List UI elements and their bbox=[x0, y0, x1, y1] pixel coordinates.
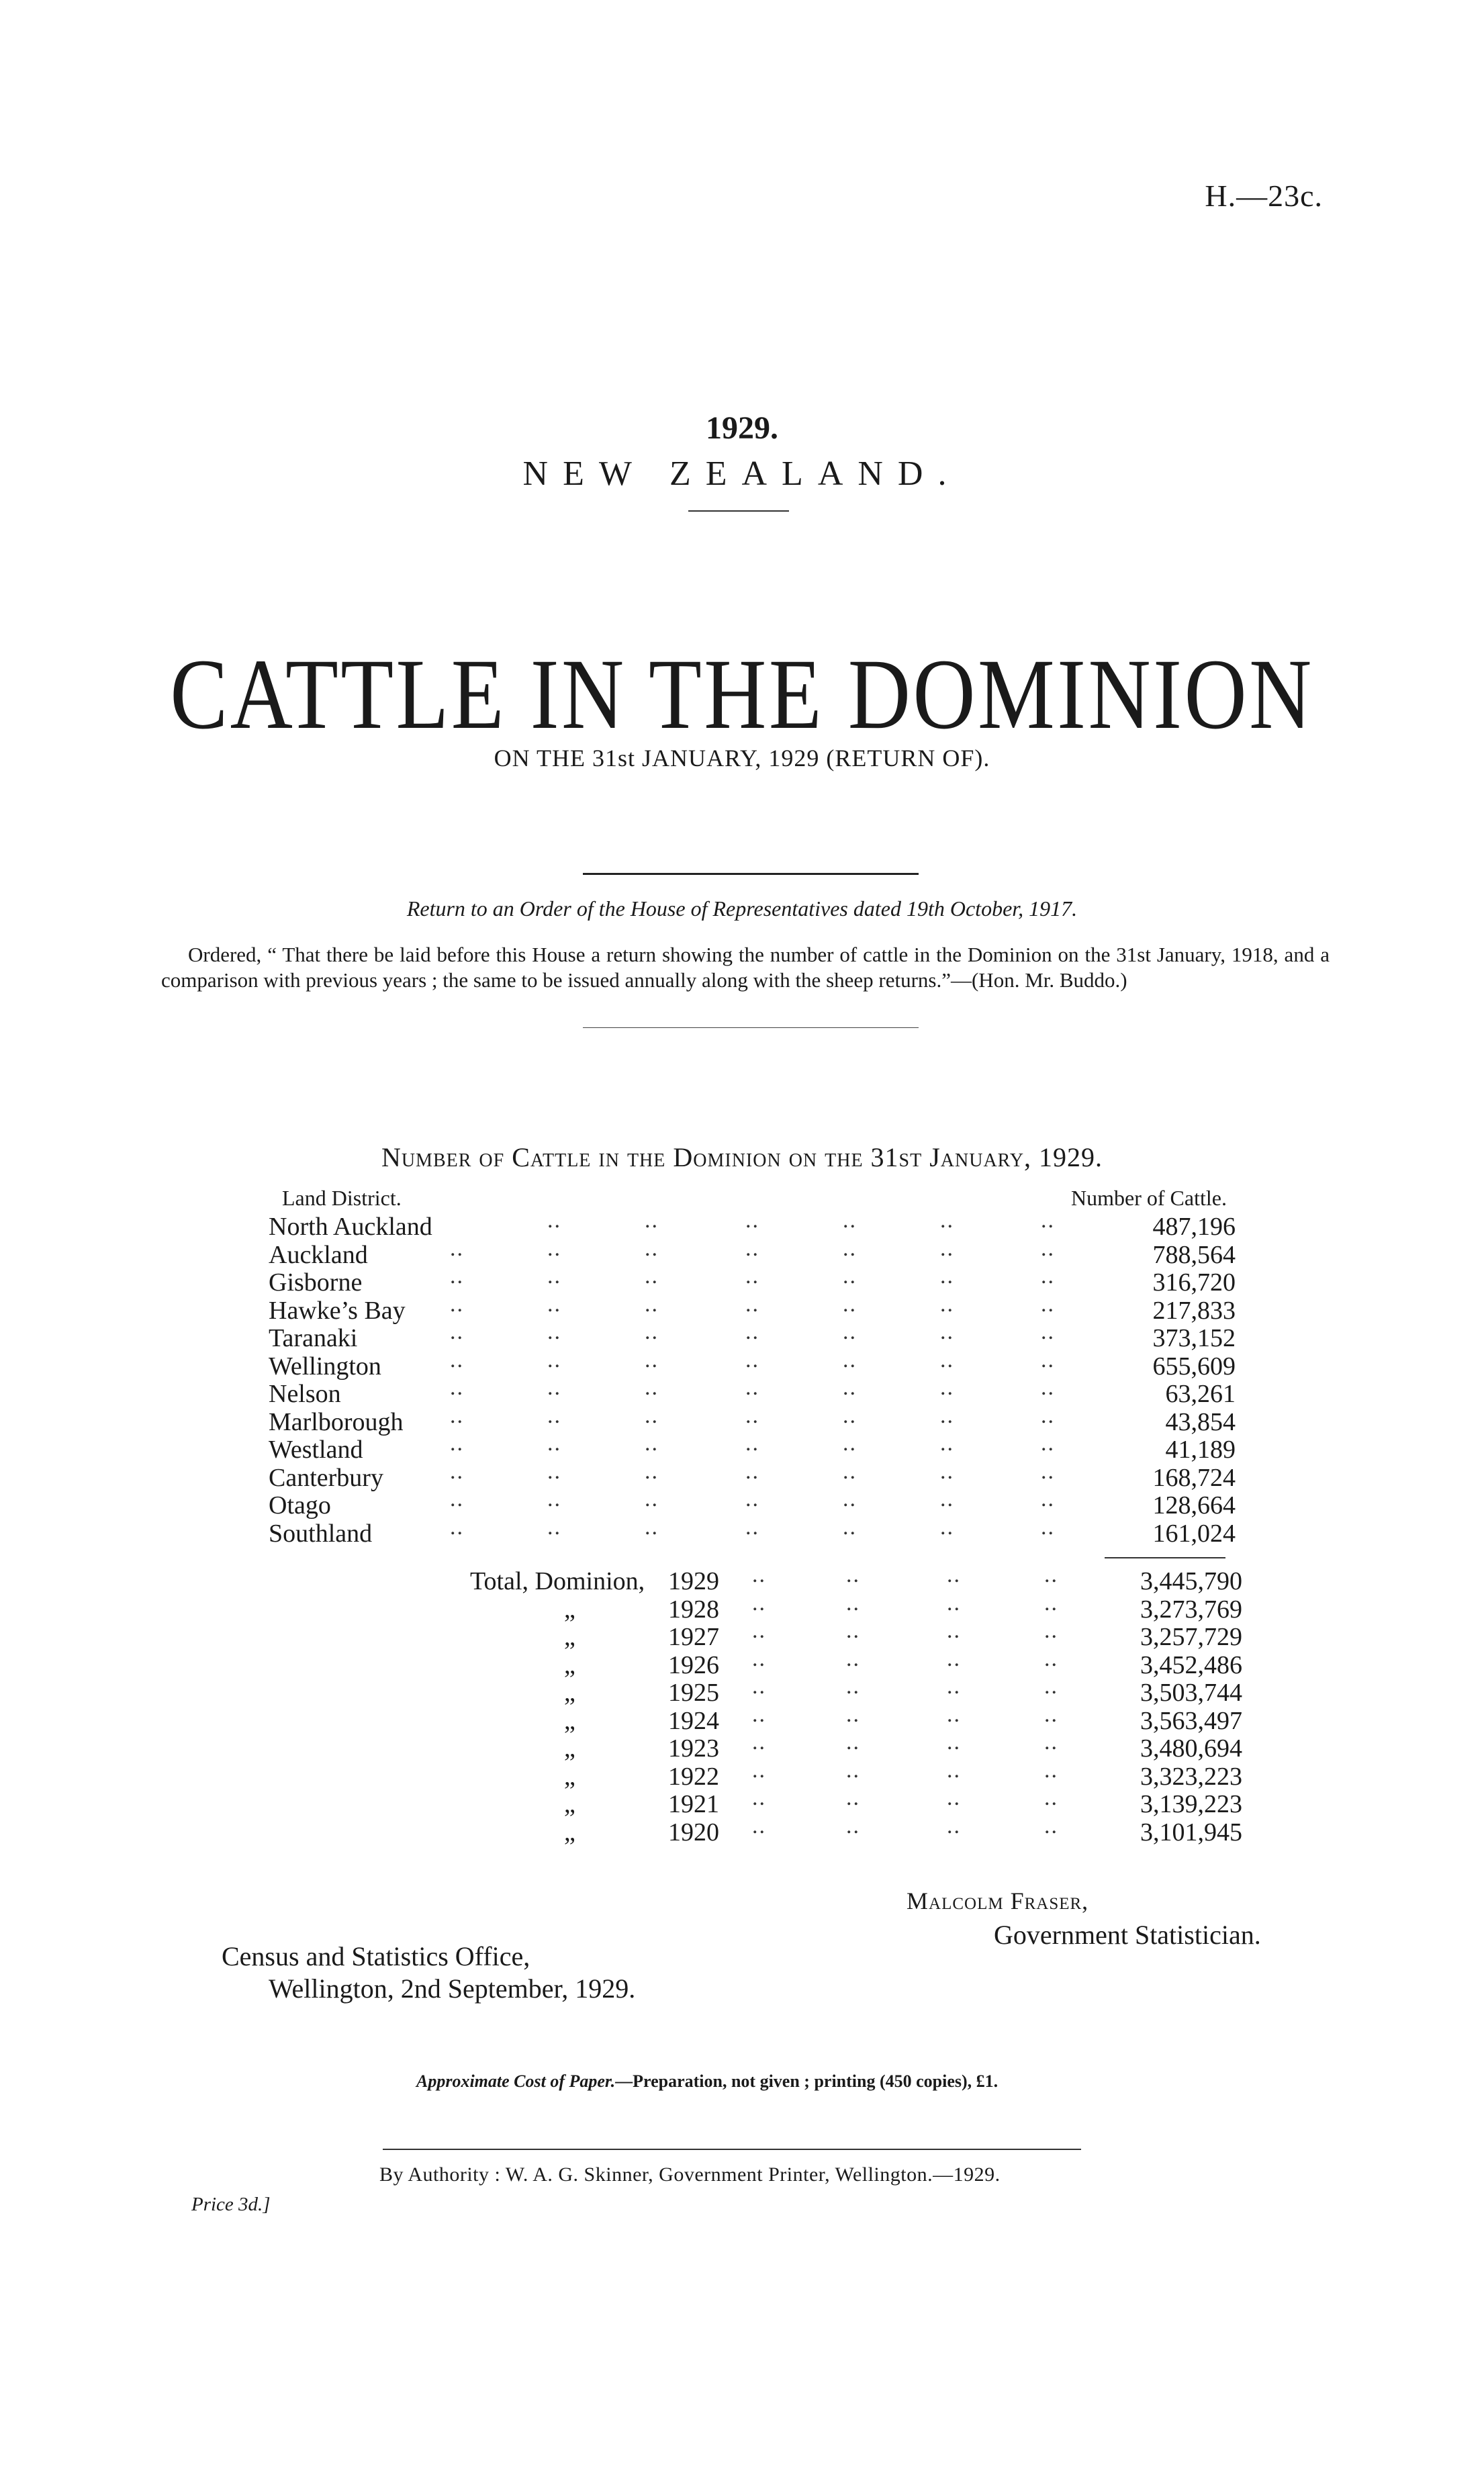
leader-dots: .. bbox=[1044, 1674, 1058, 1699]
leader-dots: .. bbox=[947, 1590, 961, 1616]
leader-dots: .. bbox=[645, 1235, 659, 1261]
printer-authority: By Authority : W. A. G. Skinner, Government Printer, Wellington.—1929. bbox=[379, 2163, 1001, 2186]
leader-dots: .. bbox=[843, 1375, 857, 1400]
leader-dots: .. bbox=[846, 1701, 860, 1727]
leader-dots: .. bbox=[947, 1701, 961, 1727]
leader-dots: .. bbox=[947, 1813, 961, 1838]
leader-dots: .. bbox=[843, 1458, 857, 1484]
leader-dots: .. bbox=[940, 1208, 954, 1233]
cattle-count: 168,724 bbox=[1152, 1463, 1236, 1492]
ditto-mark: „ bbox=[564, 1734, 575, 1763]
leader-dots: .. bbox=[547, 1375, 561, 1400]
leader-dots: .. bbox=[1044, 1646, 1058, 1671]
leader-dots: .. bbox=[745, 1291, 759, 1317]
page-title: CATTLE IN THE DOMINION bbox=[170, 639, 1314, 750]
country-heading: NEW ZEALAND. bbox=[522, 455, 962, 493]
total-year: 1920 bbox=[668, 1818, 719, 1847]
leader-dots: .. bbox=[645, 1319, 659, 1344]
leader-dots: .. bbox=[645, 1264, 659, 1289]
leader-dots: .. bbox=[846, 1757, 860, 1783]
leader-dots: .. bbox=[745, 1458, 759, 1484]
leader-dots: .. bbox=[940, 1487, 954, 1511]
leader-dots: .. bbox=[745, 1319, 759, 1344]
ditto-mark: „ bbox=[564, 1790, 575, 1818]
district-name: Gisborne bbox=[269, 1268, 363, 1297]
leader-dots: .. bbox=[745, 1375, 759, 1400]
leader-dots: .. bbox=[846, 1785, 860, 1810]
leader-dots: .. bbox=[1044, 1618, 1058, 1643]
district-name: Otago bbox=[269, 1491, 331, 1520]
leader-dots: .. bbox=[1041, 1347, 1055, 1372]
leader-dots: .. bbox=[752, 1618, 766, 1643]
cattle-count: 655,609 bbox=[1152, 1352, 1236, 1381]
order-text: Ordered, “ That there be laid before this House a return showing the number of cattle in the Dominion on the 31st January, 1918, and a comparison with previous years ; the same to be issued annually along with the sheep returns.”—(Hon. Mr. Buddo.) bbox=[161, 943, 1330, 992]
leader-dots: .. bbox=[547, 1431, 561, 1456]
leader-dots: .. bbox=[940, 1235, 954, 1261]
total-count: 3,452,486 bbox=[1140, 1650, 1242, 1679]
cattle-count: 316,720 bbox=[1152, 1268, 1236, 1297]
leader-dots: .. bbox=[752, 1701, 766, 1727]
leader-dots: .. bbox=[645, 1514, 659, 1540]
leader-dots: .. bbox=[547, 1235, 561, 1261]
total-year: 1925 bbox=[668, 1679, 719, 1707]
table-title: Number of Cattle in the Dominion on the 31st January, 1929. bbox=[381, 1142, 1103, 1172]
leader-dots: .. bbox=[947, 1730, 961, 1755]
column-header-land-district: Land District. bbox=[282, 1186, 402, 1210]
leader-dots: .. bbox=[1044, 1785, 1058, 1810]
leader-dots: .. bbox=[450, 1264, 464, 1289]
leader-dots: .. bbox=[450, 1431, 464, 1456]
price: Price 3d.] bbox=[191, 2194, 271, 2215]
leader-dots: .. bbox=[547, 1458, 561, 1484]
leader-dots: .. bbox=[745, 1347, 759, 1372]
total-year: 1928 bbox=[668, 1595, 719, 1624]
district-name: Southland bbox=[269, 1519, 373, 1548]
leader-dots: .. bbox=[1041, 1319, 1055, 1344]
cost-text: —Preparation, not given ; printing (450 copies), £1. bbox=[615, 2071, 999, 2091]
cattle-count: 217,833 bbox=[1152, 1296, 1236, 1325]
total-count: 3,563,497 bbox=[1140, 1706, 1242, 1735]
divider bbox=[583, 873, 919, 875]
leader-dots: .. bbox=[547, 1291, 561, 1317]
leader-dots: .. bbox=[547, 1264, 561, 1289]
divider bbox=[688, 510, 789, 512]
leader-dots: .. bbox=[940, 1264, 954, 1289]
total-count: 3,445,790 bbox=[1140, 1567, 1242, 1595]
page-subtitle: ON THE 31st JANUARY, 1929 (RETURN OF). bbox=[494, 745, 990, 772]
cattle-count: 161,024 bbox=[1152, 1519, 1236, 1548]
leader-dots: .. bbox=[645, 1487, 659, 1511]
leader-dots: .. bbox=[645, 1403, 659, 1428]
ditto-mark: „ bbox=[564, 1706, 575, 1735]
leader-dots: .. bbox=[645, 1375, 659, 1400]
office-name: Census and Statistics Office, bbox=[222, 1941, 530, 1971]
ditto-mark: „ bbox=[564, 1818, 575, 1847]
leader-dots: .. bbox=[947, 1562, 961, 1587]
leader-dots: .. bbox=[745, 1431, 759, 1456]
leader-dots: .. bbox=[947, 1674, 961, 1699]
leader-dots: .. bbox=[752, 1785, 766, 1810]
leader-dots: .. bbox=[1044, 1701, 1058, 1727]
divider bbox=[583, 1027, 919, 1028]
leader-dots: .. bbox=[1044, 1757, 1058, 1783]
leader-dots: .. bbox=[1041, 1458, 1055, 1484]
leader-dots: .. bbox=[752, 1674, 766, 1699]
district-name: Hawke’s Bay bbox=[269, 1296, 406, 1325]
district-name: Auckland bbox=[269, 1240, 368, 1269]
leader-dots: .. bbox=[1041, 1264, 1055, 1289]
total-count: 3,139,223 bbox=[1140, 1790, 1242, 1818]
leader-dots: .. bbox=[940, 1431, 954, 1456]
leader-dots: .. bbox=[947, 1785, 961, 1810]
leader-dots: .. bbox=[843, 1487, 857, 1511]
leader-dots: .. bbox=[1041, 1291, 1055, 1317]
leader-dots: .. bbox=[450, 1514, 464, 1540]
leader-dots: .. bbox=[846, 1618, 860, 1643]
total-year: 1923 bbox=[668, 1734, 719, 1763]
cattle-count: 373,152 bbox=[1152, 1324, 1236, 1352]
leader-dots: .. bbox=[1041, 1375, 1055, 1400]
leader-dots: .. bbox=[940, 1347, 954, 1372]
leader-dots: .. bbox=[645, 1347, 659, 1372]
leader-dots: .. bbox=[1041, 1487, 1055, 1511]
leader-dots: .. bbox=[752, 1730, 766, 1755]
total-year: 1924 bbox=[668, 1706, 719, 1735]
leader-dots: .. bbox=[1044, 1590, 1058, 1616]
total-count: 3,101,945 bbox=[1140, 1818, 1242, 1847]
cattle-count: 43,854 bbox=[1165, 1407, 1236, 1436]
ditto-mark: „ bbox=[564, 1650, 575, 1679]
leader-dots: .. bbox=[547, 1319, 561, 1344]
total-year: 1929 bbox=[668, 1567, 719, 1595]
leader-dots: .. bbox=[745, 1403, 759, 1428]
leader-dots: .. bbox=[843, 1514, 857, 1540]
leader-dots: .. bbox=[843, 1319, 857, 1344]
leader-dots: .. bbox=[940, 1403, 954, 1428]
leader-dots: .. bbox=[450, 1487, 464, 1511]
ditto-mark: „ bbox=[564, 1623, 575, 1651]
leader-dots: .. bbox=[843, 1264, 857, 1289]
total-year: 1922 bbox=[668, 1762, 719, 1791]
total-year: 1921 bbox=[668, 1790, 719, 1818]
leader-dots: .. bbox=[752, 1646, 766, 1671]
total-count: 3,257,729 bbox=[1140, 1623, 1242, 1651]
leader-dots: .. bbox=[947, 1618, 961, 1643]
total-label: Total, Dominion, bbox=[470, 1567, 645, 1595]
leader-dots: .. bbox=[843, 1208, 857, 1233]
leader-dots: .. bbox=[846, 1674, 860, 1699]
leader-dots: .. bbox=[450, 1347, 464, 1372]
ditto-mark: „ bbox=[564, 1679, 575, 1707]
sum-rule bbox=[1105, 1557, 1225, 1558]
leader-dots: .. bbox=[1041, 1431, 1055, 1456]
leader-dots: .. bbox=[547, 1514, 561, 1540]
leader-dots: .. bbox=[547, 1347, 561, 1372]
leader-dots: .. bbox=[547, 1403, 561, 1428]
leader-dots: .. bbox=[843, 1431, 857, 1456]
leader-dots: .. bbox=[846, 1646, 860, 1671]
total-count: 3,503,744 bbox=[1140, 1679, 1242, 1707]
office-date: Wellington, 2nd September, 1929. bbox=[269, 1973, 636, 2004]
total-year: 1927 bbox=[668, 1623, 719, 1651]
leader-dots: .. bbox=[745, 1514, 759, 1540]
leader-dots: .. bbox=[1044, 1813, 1058, 1838]
divider bbox=[383, 2149, 1081, 2150]
cattle-count: 487,196 bbox=[1152, 1213, 1236, 1241]
leader-dots: .. bbox=[752, 1590, 766, 1616]
leader-dots: .. bbox=[547, 1487, 561, 1511]
leader-dots: .. bbox=[752, 1813, 766, 1838]
total-row bbox=[470, 1813, 1242, 1847]
leader-dots: .. bbox=[645, 1458, 659, 1484]
leader-dots: .. bbox=[940, 1291, 954, 1317]
document-reference: H.—23c. bbox=[1205, 179, 1323, 213]
leader-dots: .. bbox=[450, 1235, 464, 1261]
district-name: Westland bbox=[269, 1436, 363, 1464]
total-count: 3,273,769 bbox=[1140, 1595, 1242, 1624]
leader-dots: .. bbox=[1044, 1730, 1058, 1755]
leader-dots: .. bbox=[547, 1208, 561, 1233]
total-count: 3,323,223 bbox=[1140, 1762, 1242, 1791]
leader-dots: .. bbox=[645, 1291, 659, 1317]
district-name: Wellington bbox=[269, 1352, 381, 1381]
cost-of-paper bbox=[416, 2071, 998, 2092]
district-name: Taranaki bbox=[269, 1324, 358, 1352]
leader-dots: .. bbox=[1041, 1514, 1055, 1540]
table-row bbox=[269, 1514, 1236, 1548]
leader-dots: .. bbox=[843, 1291, 857, 1317]
leader-dots: .. bbox=[745, 1235, 759, 1261]
leader-dots: .. bbox=[843, 1347, 857, 1372]
leader-dots: .. bbox=[846, 1590, 860, 1616]
leader-dots: .. bbox=[843, 1403, 857, 1428]
cattle-count: 41,189 bbox=[1165, 1436, 1236, 1464]
cattle-count: 788,564 bbox=[1152, 1240, 1236, 1269]
column-header-number-of-cattle: Number of Cattle. bbox=[1071, 1186, 1227, 1210]
district-name: Nelson bbox=[269, 1380, 341, 1408]
district-name: Marlborough bbox=[269, 1407, 404, 1436]
leader-dots: .. bbox=[940, 1319, 954, 1344]
leader-dots: .. bbox=[745, 1487, 759, 1511]
leader-dots: .. bbox=[450, 1375, 464, 1400]
total-count: 3,480,694 bbox=[1140, 1734, 1242, 1763]
leader-dots: .. bbox=[1044, 1562, 1058, 1587]
signatory-name: Malcolm Fraser, bbox=[907, 1887, 1089, 1914]
ditto-mark: „ bbox=[564, 1595, 575, 1624]
leader-dots: .. bbox=[940, 1514, 954, 1540]
leader-dots: .. bbox=[450, 1403, 464, 1428]
leader-dots: .. bbox=[846, 1813, 860, 1838]
leader-dots: .. bbox=[843, 1235, 857, 1261]
leader-dots: .. bbox=[752, 1562, 766, 1587]
leader-dots: .. bbox=[450, 1291, 464, 1317]
leader-dots: .. bbox=[645, 1431, 659, 1456]
leader-dots: .. bbox=[846, 1730, 860, 1755]
leader-dots: .. bbox=[450, 1319, 464, 1344]
leader-dots: .. bbox=[450, 1458, 464, 1484]
leader-dots: .. bbox=[745, 1208, 759, 1233]
order-heading: Return to an Order of the House of Representatives dated 19th October, 1917. bbox=[406, 896, 1078, 921]
leader-dots: .. bbox=[940, 1458, 954, 1484]
signatory-title: Government Statistician. bbox=[994, 1920, 1261, 1950]
cattle-count: 128,664 bbox=[1152, 1491, 1236, 1520]
ditto-mark: „ bbox=[564, 1762, 575, 1791]
leader-dots: .. bbox=[940, 1375, 954, 1400]
leader-dots: .. bbox=[745, 1264, 759, 1289]
leader-dots: .. bbox=[1041, 1235, 1055, 1261]
district-name: North Auckland bbox=[269, 1213, 432, 1241]
document-year: 1929. bbox=[706, 410, 778, 446]
district-name: Canterbury bbox=[269, 1463, 383, 1492]
leader-dots: .. bbox=[1041, 1403, 1055, 1428]
leader-dots: .. bbox=[947, 1646, 961, 1671]
cost-label: Approximate Cost of Paper. bbox=[416, 2071, 616, 2091]
leader-dots: .. bbox=[752, 1757, 766, 1783]
leader-dots: .. bbox=[645, 1208, 659, 1233]
leader-dots: .. bbox=[1041, 1208, 1055, 1233]
leader-dots: .. bbox=[947, 1757, 961, 1783]
total-year: 1926 bbox=[668, 1650, 719, 1679]
cattle-count: 63,261 bbox=[1165, 1380, 1236, 1408]
leader-dots: .. bbox=[846, 1562, 860, 1587]
